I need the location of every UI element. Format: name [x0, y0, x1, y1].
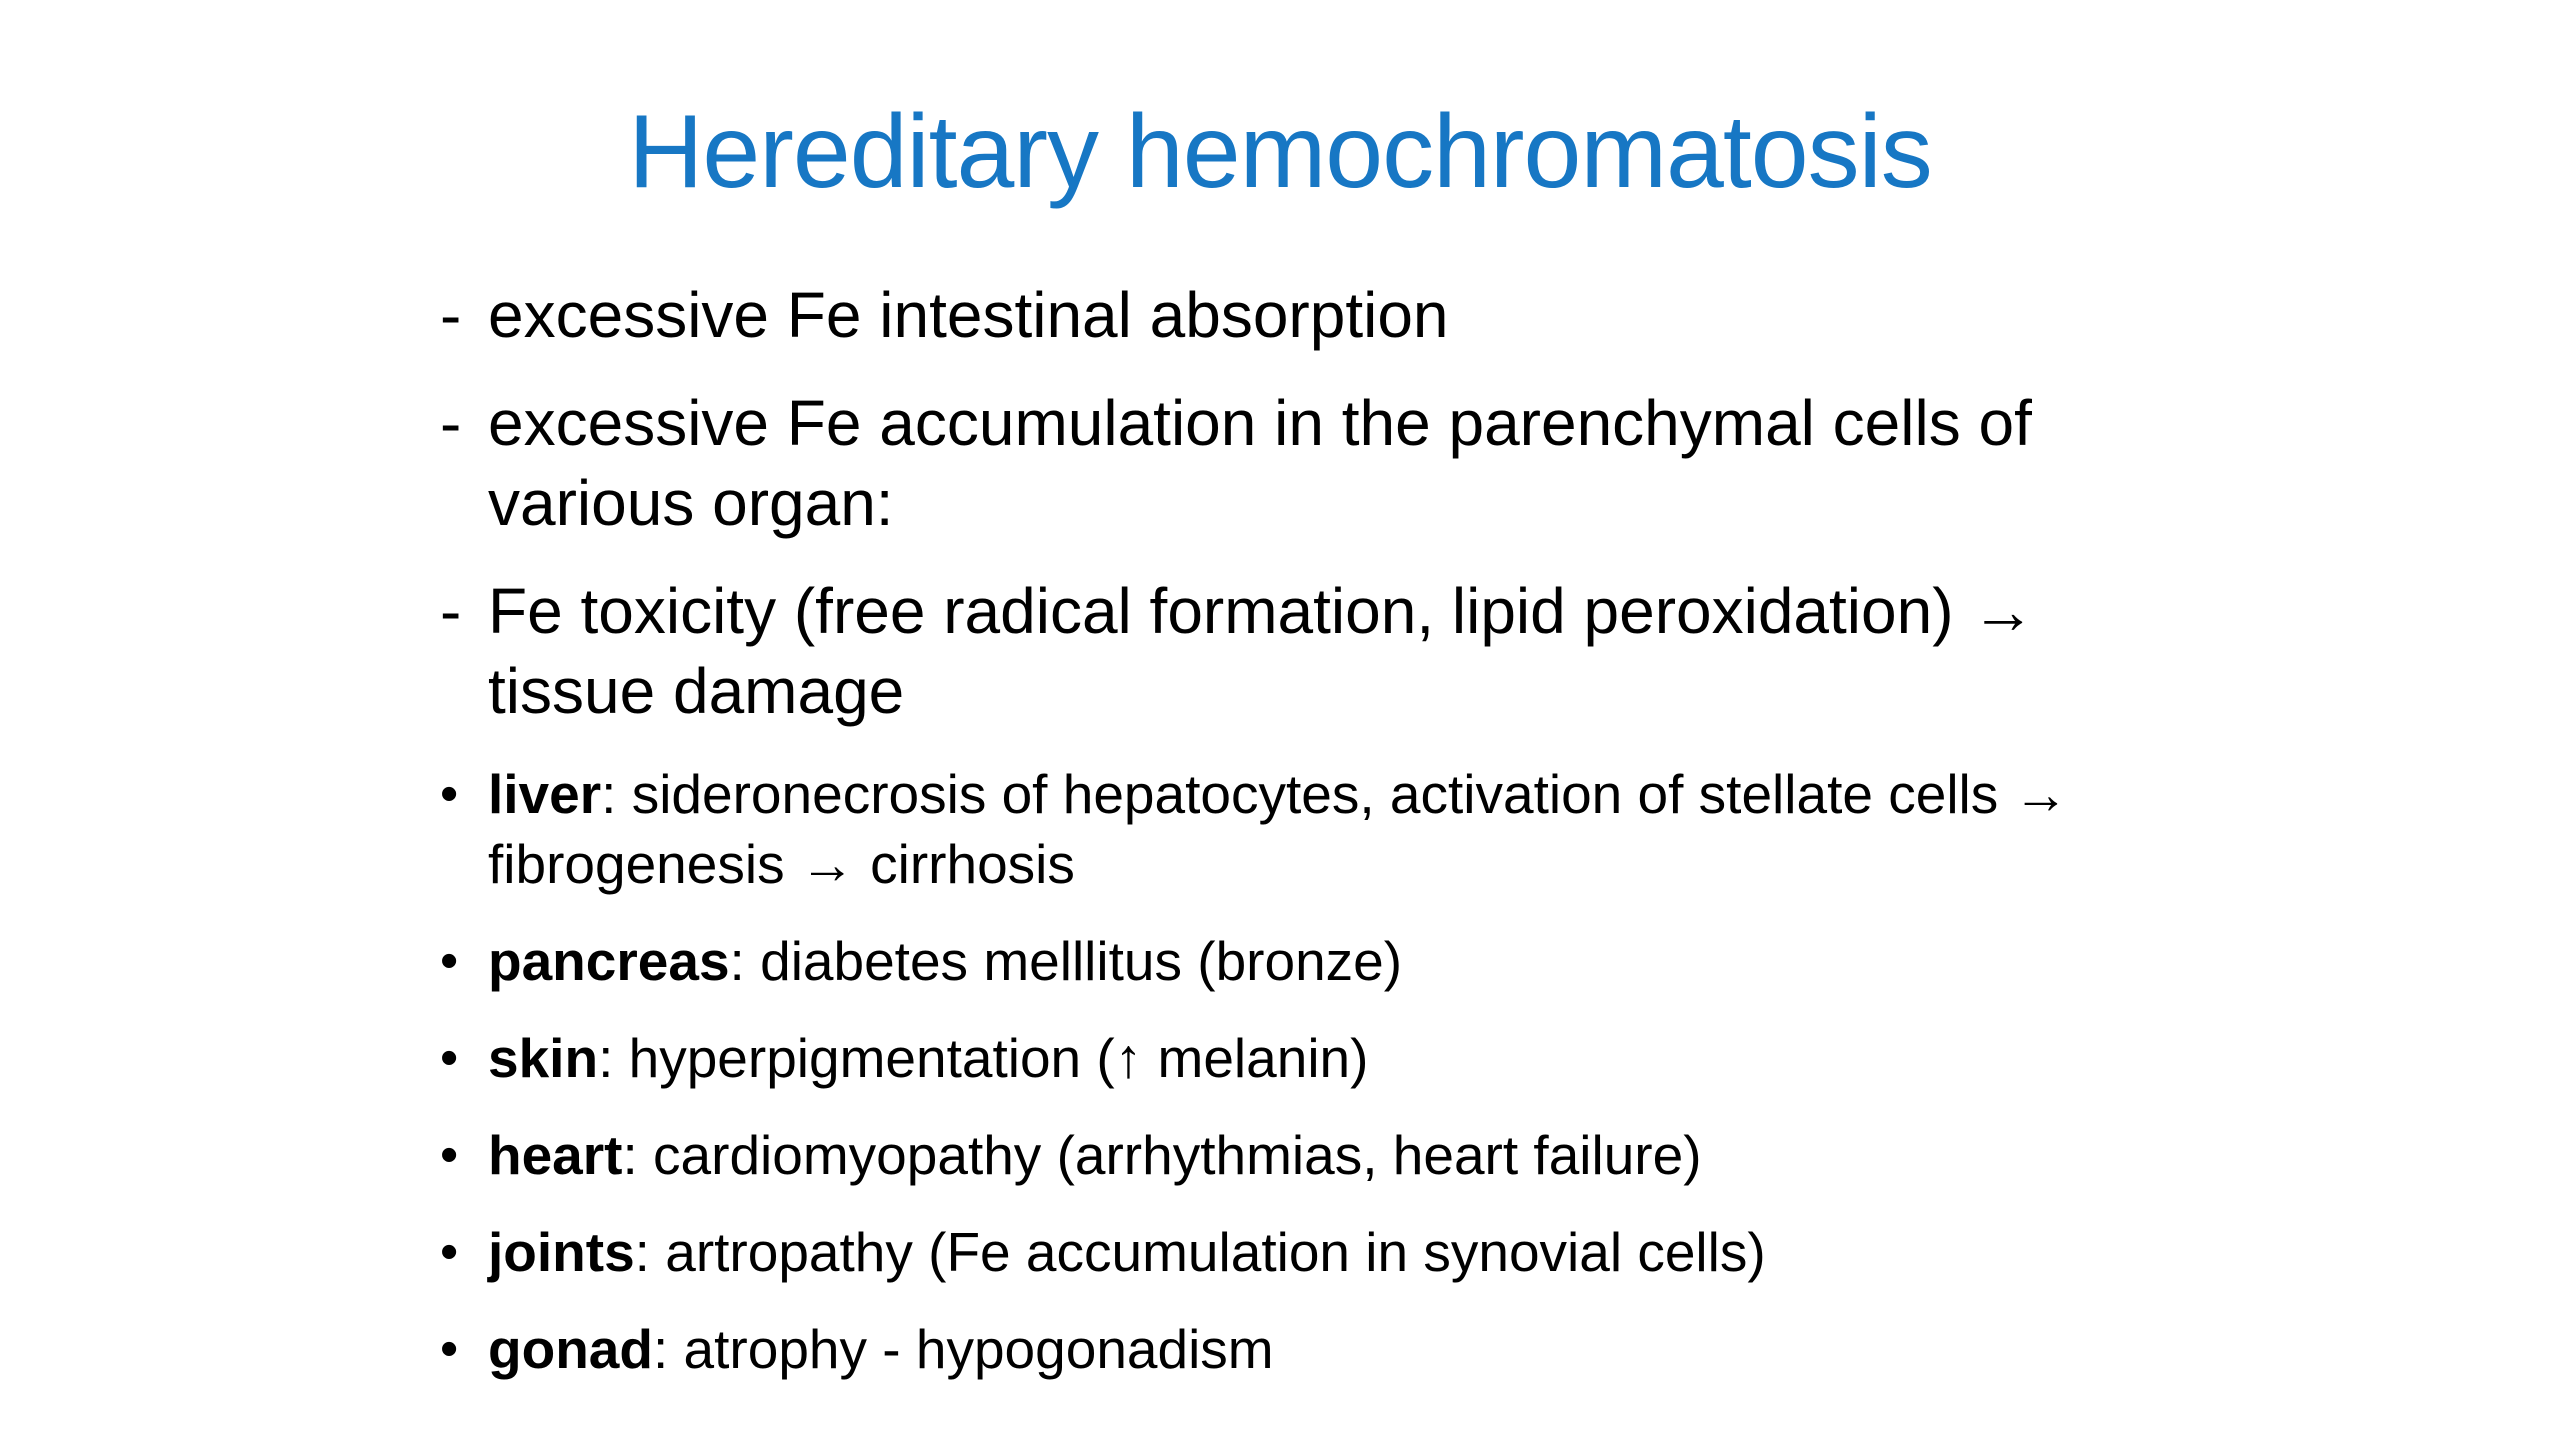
bullet-item-pancreas	[438, 926, 2198, 996]
bullet-item-skin	[438, 1023, 2198, 1093]
bullet-item-heart	[438, 1120, 2198, 1190]
bullet-item-joints	[438, 1217, 2198, 1287]
bullet-text: : atrophy - hypogonadism	[652, 1318, 1274, 1380]
slide-content	[438, 275, 2198, 1411]
bullet-term: gonad	[488, 1318, 653, 1380]
dash-item-text: excessive Fe intestinal absorption	[488, 279, 1449, 351]
bullet-text: : cardiomyopathy (arrhythmias, heart failure)	[622, 1124, 1702, 1186]
bullet-marker: •	[440, 1029, 459, 1087]
bullet-text: : sideronecrosis of hepatocytes, activation of stellate cells → fibrogenesis → cirrhosis	[488, 763, 2069, 895]
bullet-term: heart	[488, 1124, 623, 1186]
dash-item	[438, 275, 2198, 355]
bullet-marker: •	[440, 1126, 459, 1184]
dash-marker: -	[440, 279, 462, 351]
bullet-marker: •	[440, 932, 459, 990]
slide-title: Hereditary hemochromatosis	[628, 94, 1932, 210]
dash-item-text: Fe toxicity (free radical formation, lipid peroxidation) → tissue damage	[488, 575, 2036, 727]
dash-item	[438, 383, 2198, 543]
bullet-marker: •	[440, 765, 459, 823]
bullet-item-liver	[438, 759, 2198, 899]
bullet-term: liver	[488, 763, 602, 825]
dash-marker: -	[440, 387, 462, 459]
bullet-term: pancreas	[488, 930, 730, 992]
bullet-marker: •	[440, 1223, 459, 1281]
bullet-text: : hyperpigmentation (↑ melanin)	[598, 1027, 1369, 1089]
bullet-term: skin	[488, 1027, 599, 1089]
dash-item	[438, 571, 2198, 731]
dash-marker: -	[440, 575, 462, 647]
dash-item-text: excessive Fe accumulation in the parenchymal cells of various organ:	[488, 387, 2032, 539]
bullet-text: : artropathy (Fe accumulation in synovial cells)	[634, 1221, 1766, 1283]
bullet-item-gonad	[438, 1314, 2198, 1384]
bullet-marker: •	[440, 1320, 459, 1378]
bullet-text: : diabetes melllitus (bronze)	[729, 930, 1403, 992]
bullet-term: joints	[488, 1221, 635, 1283]
